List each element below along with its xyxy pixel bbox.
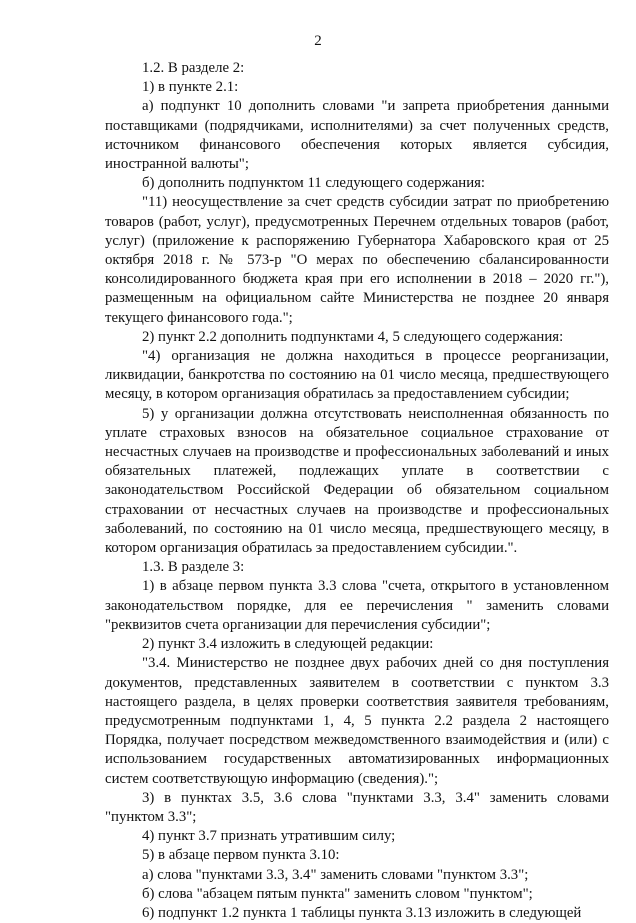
paragraph: 1) в абзаце первом пункта 3.3 слова "счета, открытого в установленном законодательством порядке, для ее перечисления " заменить словами "реквизитов счета организации для перечисления субсидии"; [105,578,609,633]
paragraph: 1.3. В разделе 3: [142,559,245,576]
paragraph: 5) в абзаце первом пункта 3.10: [142,847,340,864]
paragraph: "3.4. Министерство не позднее двух рабочих дней со дня поступления документов, представленных заявителем в соответствии с пунктом 3.3 настоящего раздела, в целях проверки соответствия заявителя требованиям, предусмотренным подпунктами 1, 4, 5 пункта 2.2 раздела 2 настоящего Порядка, получает посредством межведомственного взаимодействия и (или) с использованием государственных автоматизированных информационных систем соответствующую информацию (сведения)."; [105,655,609,787]
paragraph: 1.2. В разделе 2: [142,60,245,76]
paragraph: а) подпункт 10 дополнить словами "и запрета приобретения данными поставщиками (подрядчиками, исполнителями) за счет полученных средств, источником финансового обеспечения которых является субсидия, иностранной валюты"; [105,98,609,173]
paragraph: 4) пункт 3.7 признать утратившим силу; [142,828,396,845]
paragraph: б) дополнить подпунктом 11 следующего содержания: [142,175,486,192]
page-number: 2 [314,33,322,49]
paragraph: 2) пункт 3.4 изложить в следующей редакции: [142,636,434,653]
paragraph: б) слова "абзацем пятым пункта" заменить словом "пунктом"; [142,885,533,902]
paragraph: 1) в пункте 2.1: [142,79,239,96]
paragraph: "11) неосуществление за счет средств субсидии затрат по приобретению товаров (работ, услуг), предусмотренных Перечнем отдельных товаров (работ, услуг) (приложение к распоряжению Губернатора Хабаровского края от 25 октября 2018 г. № 573-р "О мерах по обеспечению сбалансированности консолидированного бюджета края при его исполнении в 2018 – 2020 гг."), размещенным на официальном сайте Министерства не позднее 20 января текущего финансового года."; [105,194,609,326]
document-body [105,59,609,923]
paragraph: 5) у организации должна отсутствовать неисполненная обязанность по уплате страховых взносов на обязательное социальное страхование от несчастных случаев на производстве и профессиональных заболеваний и иных обязательных платежей, подлежащих уплате в соответствии с законодательством Российской Федерации об обязательном социальном страховании от несчастных случаев на производстве и профессиональных заболеваний, по состоянию на 01 число месяца, предшествующего месяцу, в котором организация обратилась за предоставлением субсидии.". [105,405,609,557]
paragraph: а) слова "пунктами 3.3, 3.4" заменить словами "пунктом 3.3"; [142,866,529,883]
paragraph: "4) организация не должна находиться в процессе реорганизации, ликвидации, банкротства по состоянию на 01 число месяца, предшествующего месяцу, в котором организация обратилась за предоставлением субсидии; [105,348,609,403]
paragraph: 2) пункт 2.2 дополнить подпунктами 4, 5 следующего содержания: [142,328,564,345]
paragraph: 6) подпункт 1.2 пункта 1 таблицы пункта 3.13 изложить в следующей [142,904,582,921]
paragraph: 3) в пунктах 3.5, 3.6 слова "пунктами 3.3, 3.4" заменить словами "пунктом 3.3"; [105,789,609,825]
